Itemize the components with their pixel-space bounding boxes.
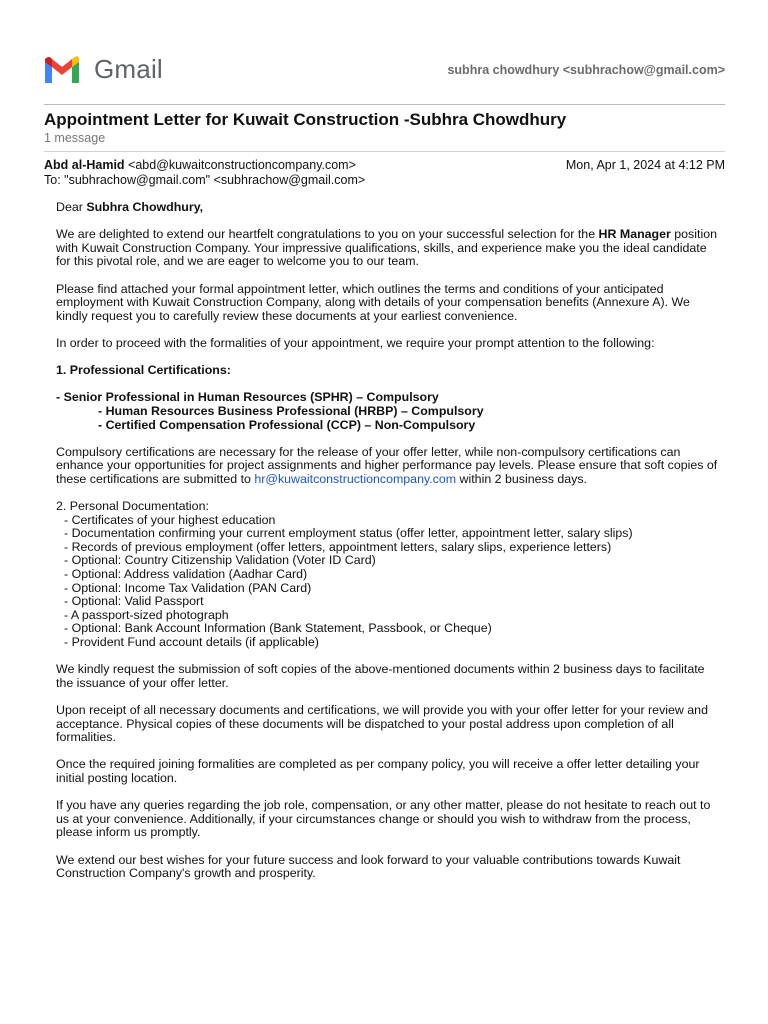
gmail-logo [42,54,163,85]
list-item: - Certificates of your highest education [64,512,276,527]
gmail-wordmark: Gmail [94,54,163,84]
greeting-prefix: Dear [56,200,87,214]
p4-text-b: within 2 business days. [456,471,587,486]
message-date: Mon, Apr 1, 2024 at 4:12 PM [565,158,725,172]
email-body [56,201,720,894]
greeting [56,201,720,215]
sender-name: Abd al-Hamid [44,158,125,172]
email-subject: Appointment Letter for Kuwait Construction -Subhra Chowdhury [44,110,567,129]
documentation-list [56,514,720,650]
sender-email: <abd@kuwaitconstructioncompany.com> [128,158,356,172]
paragraph-submission: We kindly request the submission of soft copies of the above-mentioned documents within 2 business days to facilitate the issuance of your offer letter. [56,662,705,690]
account-label: subhra chowdhury <subhrachow@gmail.com> [447,63,725,77]
section-documentation-title: 2. Personal Documentation: [56,499,209,514]
list-item: - Records of previous employment (offer letters, appointment letters, salary slips, experience letters) [64,539,612,554]
list-item: - Provident Fund account details (if applicable) [64,635,319,649]
paragraph-queries: If you have any queries regarding the job role, compensation, or any other matter, please do not hesitate to reach out to us at your convenience. Additionally, if your circumstances change or should you wish to withdraw from the process, please inform us promptly. [56,798,711,840]
list-item: - Optional: Valid Passport [64,594,204,609]
paragraph-certification-note [56,446,720,487]
greeting-name: Subhra Chowdhury, [86,200,204,214]
list-item: - A passport-sized photograph [64,607,229,622]
list-item: - Optional: Income Tax Validation (PAN Card) [64,580,312,595]
list-item: - Optional: Country Citizenship Validation (Voter ID Card) [64,553,376,568]
p4-text-a: Compulsory certifications are necessary for the release of your offer letter, while non-compulsory certifications can enhance your opportunities for project assignments and higher performance pay levels. Please ensure that soft copies of these certifications are submitted to [56,444,718,486]
sender-line [44,158,356,172]
list-item: - Documentation confirming your current employment status (offer letter, appointment letter, salary slips) [64,526,633,541]
p1-text-b: position with Kuwait Construction Company. Your impressive qualifications, skills, and experience make you the ideal candidate for this pivotal role, and we are eager to welcome you to our team. [56,227,717,269]
paragraph-receipt: Upon receipt of all necessary documents and certifications, we will provide you with your offer letter for your review and acceptance. Physical copies of these documents will be dispatched to your postal address upon completion of all formalities. [56,702,708,745]
cert-item-ccp: - Certified Compensation Professional (CCP) – Non-Compulsory [98,417,476,432]
list-item: - Optional: Address validation (Aadhar Card) [64,567,308,582]
subject-divider [44,151,725,152]
paragraph-attachment: Please find attached your formal appointment letter, which outlines the terms and conditions of your anticipated employment with Kuwait Construction Company, along with details of your compensation benefits (Annexure A). We kindly request you to carefully review these documents at your earliest convenience. [56,281,690,323]
job-role: HR Manager [598,227,671,242]
paragraph-joining: Once the required joining formalities are completed as per company policy, you will receive a offer letter detailing your initial posting location. [56,757,700,785]
paragraph-closing: We extend our best wishes for your future success and look forward to your valuable contributions towards Kuwait Construction Company's growth and prosperity. [56,852,681,881]
section-certifications-title: 1. Professional Certifications: [56,363,231,378]
paragraph-congratulations [56,228,720,269]
hr-email-link[interactable]: hr@kuwaitconstructioncompany.com [254,471,457,486]
recipient-line: To: "subhrachow@gmail.com" <subhrachow@gmail.com> [44,173,366,187]
cert-item-hrbp: - Human Resources Business Professional (HRBP) – Compulsory [98,403,484,418]
header-divider [44,104,725,105]
p1-text-a: We are delighted to extend our heartfelt congratulations to you on your successful selection for the [56,227,599,242]
list-item: - Optional: Bank Account Information (Bank Statement, Passbook, or Cheque) [64,621,492,636]
gmail-m-icon [42,55,82,85]
cert-item-sphr: - Senior Professional in Human Resources (SPHR) – Compulsory [56,390,439,405]
gmail-header [0,0,768,104]
message-count: 1 message [44,131,106,145]
paragraph-requirements: In order to proceed with the formalities of your appointment, we require your prompt attention to the following: [56,335,655,350]
